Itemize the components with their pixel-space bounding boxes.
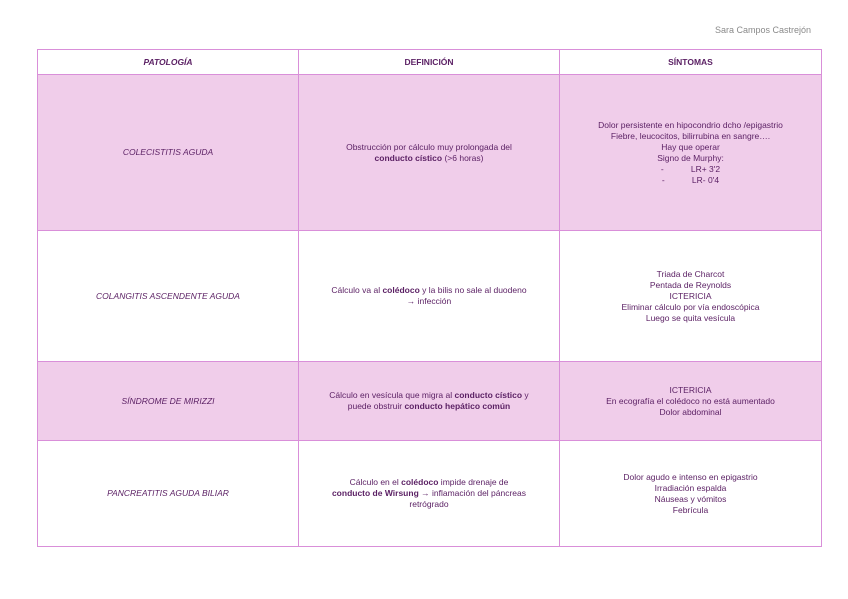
sintomas-cell: [560, 362, 822, 441]
symptom-line: Fiebre, leucocitos, bilirrubina en sangre….: [610, 130, 771, 141]
symptom-line: Dolor persistente en hipocondrio dcho /epigastrio: [598, 119, 783, 130]
table-row: [38, 231, 822, 362]
symptom-line: Febrícula: [672, 504, 709, 515]
definicion-cell: [299, 362, 560, 441]
definition-text: Obstrucción por cálculo muy prolongada del: [346, 141, 512, 152]
sintomas-cell: [560, 231, 822, 362]
symptom-line: Hay que operar: [661, 141, 720, 152]
definition-text: impide drenaje de: [438, 477, 509, 487]
header-row: [38, 50, 822, 75]
table-row: [38, 75, 822, 231]
definition-text: → inflamación del páncreas: [418, 488, 527, 498]
sintomas-list: [568, 385, 813, 418]
sintomas-list: [568, 269, 813, 324]
definition-bold-term: conducto hepático común: [404, 401, 511, 411]
symptom-line: Signo de Murphy:: [657, 152, 724, 163]
header-patologia: PATOLOGÍA: [38, 50, 299, 75]
sub-item: - LR- 0'4: [661, 174, 720, 185]
definition-text: Cálculo va al: [331, 285, 383, 295]
author-name: Sara Campos Castrejón: [714, 25, 811, 35]
symptom-line: ICTERICIA: [669, 384, 712, 395]
table-row: [38, 441, 822, 547]
definition-text: → infección: [406, 296, 452, 306]
symptom-line: Luego se quita vesícula: [645, 312, 736, 323]
sub-item: - LR+ 3'2: [660, 163, 721, 174]
patologia-cell: SÍNDROME DE MIRIZZI: [38, 362, 299, 441]
table-row: [38, 362, 822, 441]
sintomas-list: [568, 120, 813, 164]
symptom-line: Pentada de Reynolds: [649, 279, 732, 290]
patologia-cell: PANCREATITIS AGUDA BILIAR: [38, 441, 299, 547]
sintomas-list: [568, 472, 813, 516]
definition-bold-term: conducto cístico: [374, 152, 443, 163]
symptom-line: Irradiación espalda: [654, 482, 727, 493]
header-sintomas: SÍNTOMAS: [560, 50, 822, 75]
header-definicion: DEFINICIÓN: [299, 50, 560, 75]
definition-text: Cálculo en el: [349, 477, 402, 487]
definition-bold-term: conducto de Wirsung: [331, 488, 419, 498]
definicion-cell: [299, 441, 560, 547]
murphy-sub-list: [568, 164, 813, 186]
definition-text: puede obstruir: [347, 401, 405, 411]
symptom-line: Triada de Charcot: [656, 268, 725, 279]
definition-text: Cálculo en vesícula que migra al: [329, 390, 455, 400]
symptom-line: ICTERICIA: [669, 290, 712, 301]
definition-text: y la bilis no sale al duodeno: [419, 285, 527, 295]
sintomas-cell: [560, 441, 822, 547]
patologia-cell: COLANGITIS ASCENDENTE AGUDA: [38, 231, 299, 362]
definition-bold-term: colédoco: [401, 477, 439, 487]
sintomas-cell: [560, 75, 822, 231]
symptom-line: Dolor agudo e intenso en epigastrio: [623, 471, 758, 482]
definition-text: y: [522, 390, 529, 400]
definition-text: (>6 horas): [442, 152, 484, 163]
symptom-line: Náuseas y vómitos: [654, 493, 727, 504]
definicion-cell: [299, 231, 560, 362]
symptom-line: Dolor abdominal: [659, 406, 722, 417]
definition-text: retrógrado: [409, 499, 449, 509]
symptom-line: Eliminar cálculo por vía endoscópica: [621, 301, 760, 312]
pathology-table: [37, 49, 822, 547]
patologia-cell: COLECISTITIS AGUDA: [38, 75, 299, 231]
definition-bold-term: conducto cístico: [454, 390, 523, 400]
definition-bold-term: colédoco: [382, 285, 420, 295]
definicion-cell: [299, 75, 560, 231]
symptom-line: En ecografía el colédoco no está aumentado: [606, 395, 775, 406]
